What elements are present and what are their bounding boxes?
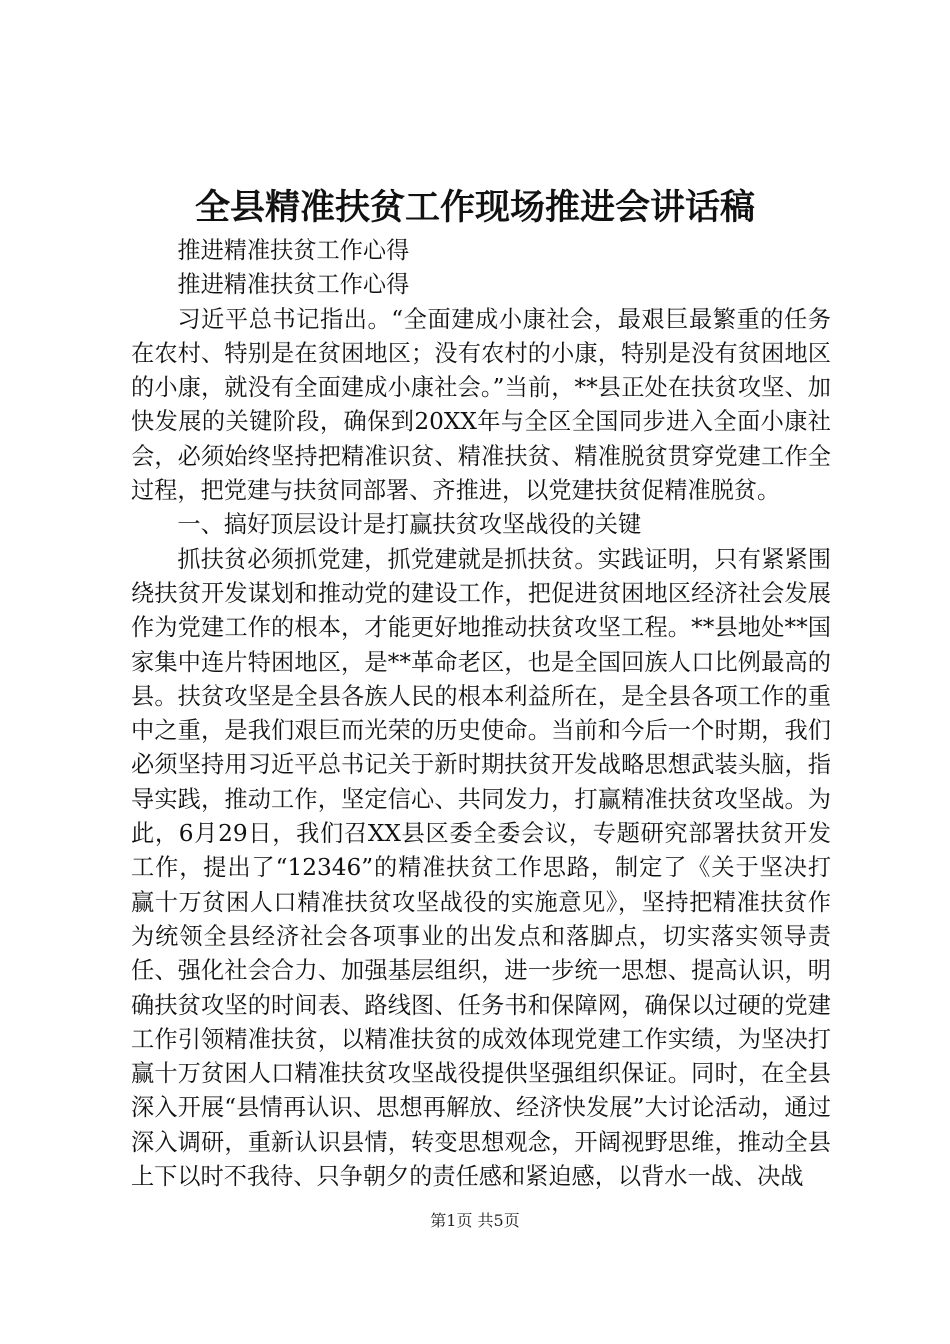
paragraph-subtitle-1: 推进精准扶贫工作心得 <box>177 237 410 264</box>
page-footer: 第1页 共5页 <box>430 1211 520 1230</box>
document-body <box>131 234 831 1194</box>
section-heading-1: 一、搞好顶层设计是打赢扶贫攻坚战役的关键 <box>177 511 642 539</box>
paragraph-subtitle-2: 推进精准扶贫工作心得 <box>177 271 410 299</box>
document-title: 全县精准扶贫工作现场推进会讲话稿 <box>194 187 755 228</box>
paragraph-intro: 习近平总书记指出。“全面建成小康社会，最艰巨最繁重的任务在农村、特别是在贫困地区；没有农村的小康，特别是没有贫困地区的小康，就没有全面建成小康社会。”当前，**县正处在扶贫攻坚、加快发展的关键阶段，确保到20XX年与全区全国同步进入全面小康社会，必须始终坚持把精准识贫、精准扶贫、精准脱贫贯穿党建工作全过程，把党建与扶贫同部署、齐推进，以党建扶贫促精准脱贫。 <box>131 305 831 505</box>
paragraph-section-1-body: 抓扶贫必须抓党建，抓党建就是抓扶贫。实践证明，只有紧紧围绕扶贫开发谋划和推动党的建设工作，把促进贫困地区经济社会发展作为党建工作的根本，才能更好地推动扶贫攻坚工程。**县地处**国家集中连片特困地区，是**革命老区，也是全国回族人口比例最高的县。扶贫攻坚是全县各族人民的根本利益所在，是全县各项工作的重中之重，是我们艰巨而光荣的历史使命。当前和今后一个时期，我们必须坚持用习近平总书记关于新时期扶贫开发战略思想武装头脑，指导实践，推动工作，坚定信心、共同发力，打赢精准扶贫攻坚战。为此，6月29日，我们召XX县区委全委会议，专题研究部署扶贫开发工作，提出了“12346”的精准扶贫工作思路，制定了《关于坚决打赢十万贫困人口精准扶贫攻坚战役的实施意见》，坚持把精准扶贫作为统领全县经济社会各项事业的出发点和落脚点，切实落实领导责任、强化社会合力、加强基层组织，进一步统一思想、提高认识，明确扶贫攻坚的时间表、路线图、任务书和保障网，确保以过硬的党建工作引领精准扶贫，以精准扶贫的成效体现党建工作实绩，为坚决打赢十万贫困人口精准扶贫攻坚战役提供坚强组织保证。同时，在全县深入开展“县情再认识、思想再解放、经济快发展”大讨论活动，通过深入调研，重新认识县情，转变思想观念，开阔视野思维，推动全县上下以时不我待、只争朝夕的责任感和紧迫感，以背水一战、决战 <box>131 545 831 1191</box>
